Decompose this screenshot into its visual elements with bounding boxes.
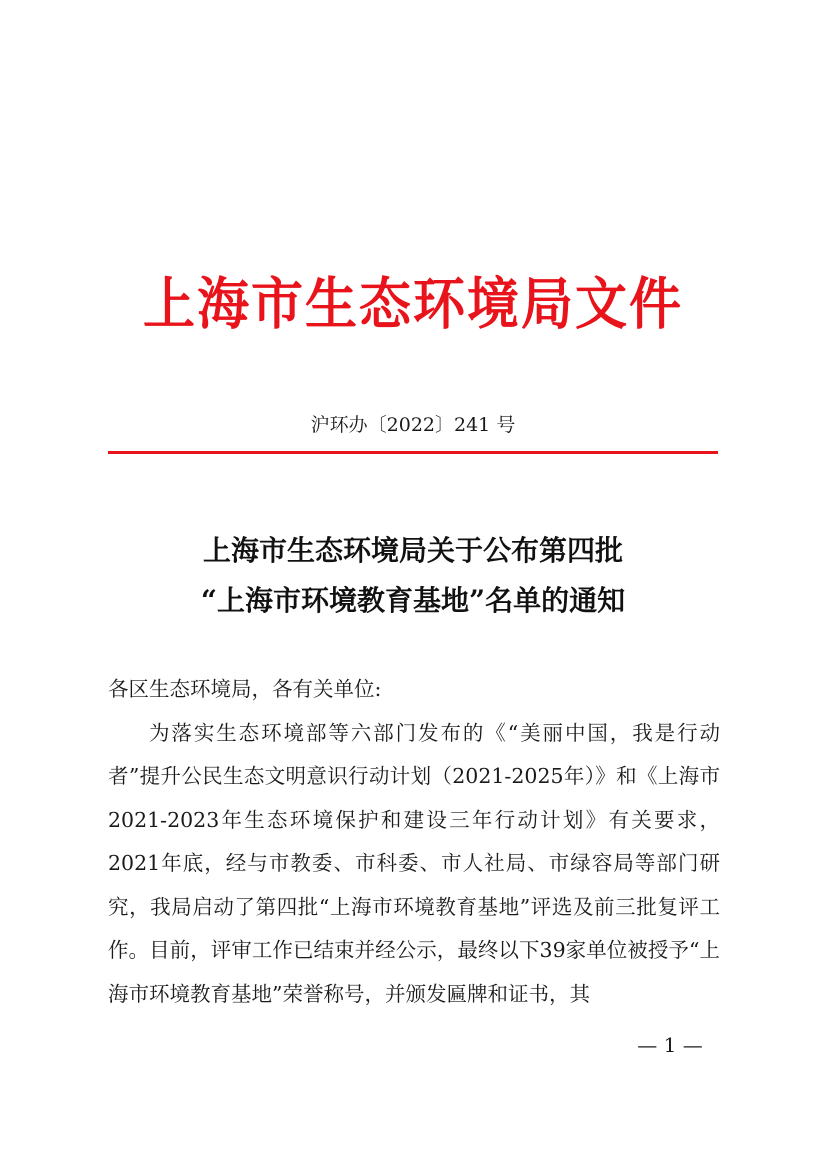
- page-number: — 1 —: [637, 1033, 703, 1057]
- body-paragraph: 为落实生态环境部等六部门发布的《“美丽中国，我是行动者”提升公民生态文明意识行动计划（2021-2025年）》和《上海市2021-2023年生态环境保护和建设三年行动计划》有关要求，2021年底，经与市教委、市科委、市人社局、市绿容局等部门研究，我局启动了第四批“上海市环境教育基地”评选及前三批复评工作。目前，评审工作已结束并经公示，最终以下39家单位被授予“上海市环境教育基地”荣誉称号，并颁发匾牌和证书，其: [108, 720, 720, 1006]
- notice-title-line-1: 上海市生态环境局关于公布第四批: [202, 534, 623, 567]
- red-divider-line: [108, 451, 718, 454]
- notice-title-line-2: “上海市环境教育基地”名单的通知: [200, 584, 626, 617]
- document-number: 沪环办〔2022〕241 号: [310, 414, 516, 436]
- masthead-title: 上海市生态环境局文件: [142, 271, 683, 338]
- document-body: [108, 668, 720, 1016]
- salutation: 各区生态环境局，各有关单位:: [108, 677, 382, 701]
- notice-title: [0, 526, 826, 626]
